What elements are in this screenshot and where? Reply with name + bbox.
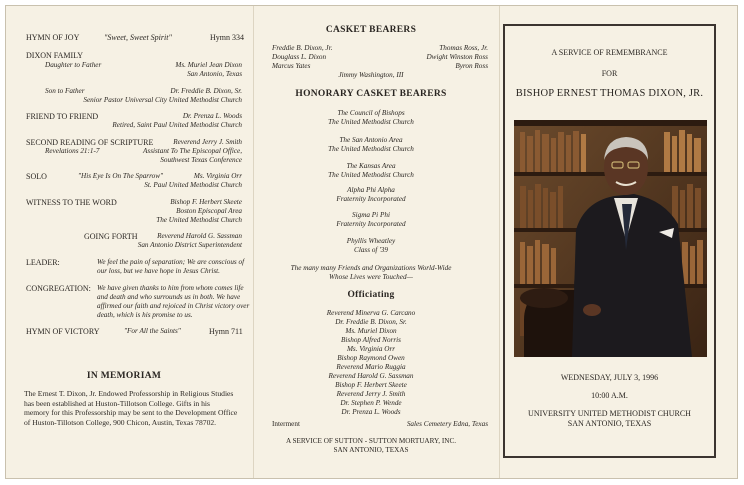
honorary-line: Alpha Phi Alpha (347, 186, 395, 194)
portrait-illustration (514, 120, 707, 357)
friend-to-friend-church: Retired, Saint Paul United Methodist Church (112, 121, 242, 129)
officiating-heading: Officiating (347, 290, 395, 300)
cover-for-line: FOR (601, 69, 618, 78)
hymn-of-victory-label: HYMN OF VICTORY (26, 327, 100, 336)
officiant: Bishop Raymond Owen (337, 354, 405, 362)
casket-bearers-right (426, 44, 488, 71)
honorary-line: Whose Lives were Touched— (329, 273, 413, 281)
congregation-line-4: death, which is his promise to us. (97, 311, 193, 319)
in-memoriam-line: of Huston-Tillotson College, 900 Chicon, Austin, Texas 78702. (24, 417, 217, 427)
dixon-family-label: DIXON FAMILY (26, 51, 84, 60)
second-reading-reference: Revelations 21:1-7 (45, 147, 100, 155)
honorary-line: The United Methodist Church (328, 118, 414, 126)
witness-church: The United Methodist Church (156, 216, 242, 224)
casket-bearer: Freddie B. Dixon, Jr. (272, 44, 333, 52)
cover-city: SAN ANTONIO, TEXAS (567, 419, 652, 428)
dixon-family-place-2: Senior Pastor Universal City United Methodist Church (83, 96, 242, 104)
dixon-family-role-1: Daughter to Father (45, 61, 102, 69)
casket-bearer: Thomas Ross, Jr. (439, 44, 488, 52)
honorary-entry (254, 264, 488, 282)
fold-line-right (499, 6, 500, 478)
casket-bearer: Marcus Yates (272, 62, 311, 70)
portrait-photo (514, 120, 707, 357)
casket-bearer: Dwight Winston Ross (426, 53, 488, 61)
hymn-of-joy-label: HYMN OF JOY (26, 33, 80, 42)
casket-bearer-center: Jimmy Washington, III (338, 71, 404, 79)
cover-church: UNIVERSITY UNITED METHODIST CHURCH (528, 409, 691, 418)
friend-to-friend-label: FRIEND TO FRIEND (26, 112, 99, 121)
dixon-family-name-1: Ms. Muriel Jean Dixon (175, 61, 242, 69)
officiant: Reverend Minerva G. Carcano (326, 309, 416, 317)
honorary-entry (254, 211, 488, 229)
honorary-bearers-heading: HONORARY CASKET BEARERS (295, 89, 447, 99)
in-memoriam-line: memory for this Professorship may be sent to the Development Office (24, 408, 238, 418)
leader-line-1: We feel the pain of separation; We are conscious of (97, 258, 245, 266)
officiant: Dr. Prenza L. Woods (341, 408, 401, 416)
congregation-line-3: affirmed our faith and rejoiced in Christ victory over (97, 302, 250, 310)
officiant: Reverend Jerry J. Smith (336, 390, 406, 398)
in-memoriam-line: has been established at Huston-Tillotson College. Gifts in his (24, 398, 210, 408)
dixon-family-place-1: San Antonio, Texas (187, 70, 242, 78)
honorary-entry (254, 186, 488, 204)
witness-name: Bishop F. Herbert Skeete (170, 198, 242, 206)
congregation-line-2: and death and who surrounds us in both. We have (97, 293, 241, 301)
cover-date: WEDNESDAY, JULY 3, 1996 (560, 373, 659, 382)
officiant: Bishop F. Herbert Skeete (335, 381, 407, 389)
honorary-line: The Kansas Area (346, 162, 396, 170)
honorary-line: The many many Friends and Organizations World-Wide (290, 264, 452, 272)
witness-area: Boston Episcopal Area (176, 207, 242, 215)
honorary-line: Phyllis Wheatley (346, 237, 396, 245)
in-memoriam-line: The Ernest T. Dixon, Jr. Endowed Professorship in Religious Studies (24, 389, 234, 398)
honorary-line: The Council of Bishops (337, 109, 405, 117)
hymn-of-joy-number: Hymn 334 (210, 33, 244, 42)
hymn-of-joy-title: "Sweet, Sweet Spirit" (104, 33, 172, 42)
congregation-line-1: We have given thanks to him from whom comes life (97, 284, 244, 292)
honorary-line: The United Methodist Church (328, 171, 414, 179)
dixon-family-role-2: Son to Father (45, 87, 85, 95)
solo-label: SOLO (26, 172, 47, 181)
honorary-line: Fraternity Incorporated (336, 195, 406, 203)
honorary-line: The San Antonio Area (339, 136, 403, 144)
casket-bearer: Douglass L. Dixon (272, 53, 327, 61)
officiant: Reverend Mario Ruggia (336, 363, 406, 371)
honorary-entry (254, 136, 488, 154)
casket-bearers-heading: CASKET BEARERS (325, 25, 417, 35)
solo-title: "His Eye Is On The Sparrow" (78, 172, 164, 180)
honorary-line: Sigma Pi Phi (352, 211, 390, 219)
casket-bearers-left (272, 44, 332, 71)
mortuary-line-1: A SERVICE OF SUTTON - SUTTON MORTUARY, INC. (285, 437, 457, 445)
congregation-label: CONGREGATION: (26, 284, 91, 293)
interment-location: Sales Cemetery Edna, Texas (406, 420, 488, 428)
hymn-of-victory-title: "For All the Saints" (124, 327, 181, 335)
second-reading-label: SECOND READING OF SCRIPTURE (26, 138, 154, 147)
solo-church: St. Paul United Methodist Church (144, 181, 242, 189)
friend-to-friend-name: Dr. Prenza L. Woods (182, 112, 242, 120)
officiant: Bishop Alfred Norris (341, 336, 401, 344)
honorary-line: Fraternity Incorporated (336, 220, 406, 228)
honorary-entry (254, 237, 488, 255)
cover-service-line: A SERVICE OF REMEMBRANCE (551, 48, 668, 57)
honorary-entry (254, 162, 488, 180)
officiant: Ms. Virginia Orr (346, 345, 396, 353)
hymn-of-victory-number: Hymn 711 (209, 327, 243, 336)
second-reading-title: Assistant To The Episcopal Office, (143, 147, 242, 155)
cover-time: 10:00 A.M. (591, 391, 628, 400)
in-memoriam-heading: IN MEMORIAM (86, 371, 162, 381)
going-forth-label: GOING FORTH (84, 232, 138, 241)
going-forth-title: San Antonio District Superintendent (137, 241, 242, 249)
going-forth-name: Reverend Harold G. Sassman (157, 232, 242, 240)
honorary-line: The United Methodist Church (328, 145, 414, 153)
casket-bearer: Byron Ross (455, 62, 488, 70)
witness-label: WITNESS TO THE WORD (26, 198, 117, 207)
dixon-family-name-2: Dr. Freddie B. Dixon, Sr. (170, 87, 242, 95)
officiant: Reverend Harold G. Sassman (328, 372, 414, 380)
in-memoriam-text (24, 389, 237, 427)
honorary-entry (254, 109, 488, 127)
second-reading-name: Reverend Jerry J. Smith (173, 138, 242, 146)
leader-line-2: our loss, but we have hope in Jesus Christ. (97, 267, 220, 275)
officiant: Dr. Freddie B. Dixon, Sr. (335, 318, 407, 326)
officiant: Dr. Stephen P. Wende (340, 399, 402, 407)
mortuary-line-2: SAN ANTONIO, TEXAS (333, 446, 409, 454)
leader-label: LEADER: (26, 258, 60, 267)
officiating-list (254, 309, 488, 417)
cover-name: BISHOP ERNEST THOMAS DIXON, JR. (515, 88, 704, 99)
second-reading-conference: Southwest Texas Conference (160, 156, 242, 164)
officiant: Ms. Muriel Dixon (345, 327, 397, 335)
solo-name: Ms. Virginia Orr (193, 172, 242, 180)
honorary-line: Class of '39 (354, 246, 388, 254)
interment-label: Interment (272, 420, 300, 428)
